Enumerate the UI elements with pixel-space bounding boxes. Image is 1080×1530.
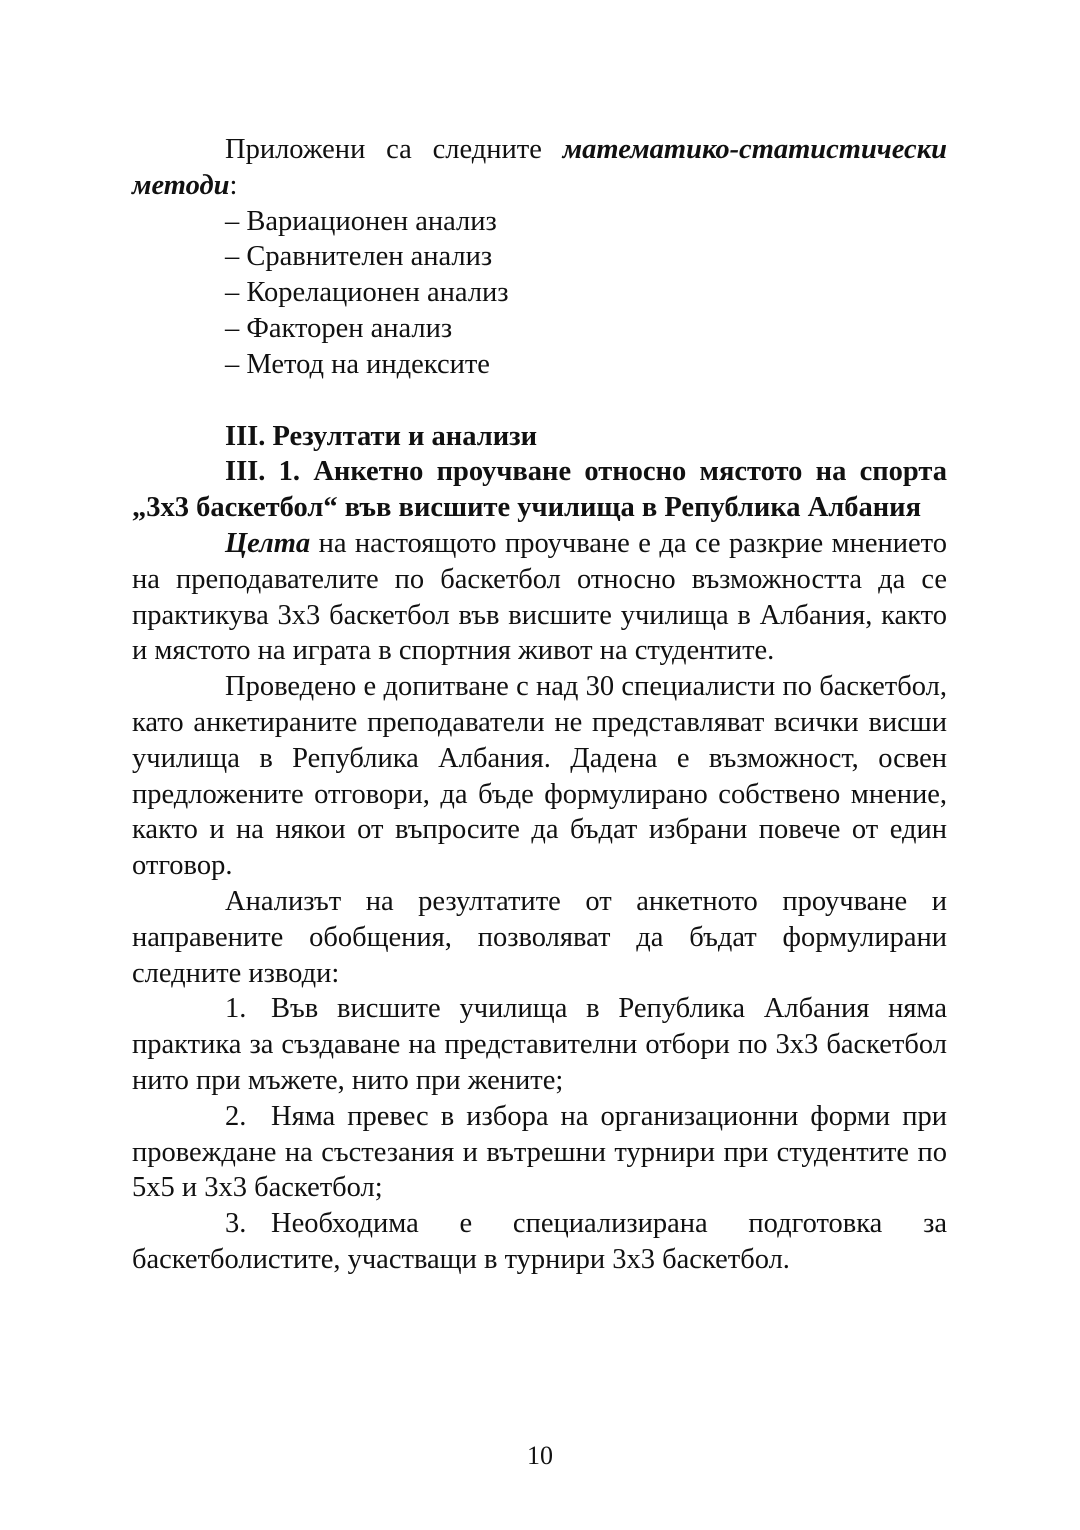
aim-text: на настоящото проучване е да се разкрие мнението на преподавателите по баскетбол относно възможността да се практикува 3x3 баскетбол във висшите училища в Албания, както и мястото на играта в спортния живот на студентите.: [132, 527, 947, 667]
conclusion-number: 3.: [225, 1208, 247, 1240]
survey-paragraph: Проведено е допитване с над 30 специалисти по баскетбол, като анкетираните преподаватели не представляват всички висши училища в Република Албания. Дадена е възможност, освен предложените отговори, да бъде формулирано собствено мнение, както и на някои от въпросите да бъдат избрани повече от един отговор.: [132, 671, 947, 882]
methods-intro-colon: :: [229, 169, 238, 201]
methods-intro-emphasis: математико-статистически методи: [132, 134, 947, 201]
conclusion-item: [132, 1099, 947, 1206]
conclusion-text: Във висшите училища в Република Албания няма практика за създаване на представителни отбори по 3x3 баскетбол нито при мъжете, нито при жените;: [132, 993, 947, 1096]
conclusion-item: [132, 991, 947, 1098]
conclusion-text: Необходима е специализирана подготовка за баскетболистите, участващи в турнири 3x3 баскетбол.: [132, 1208, 947, 1275]
method-item: – Метод на индексите: [225, 348, 490, 380]
method-item: – Вариационен анализ: [225, 205, 497, 237]
methods-intro-text: Приложени са следните: [225, 134, 563, 165]
conclusion-item: [132, 1206, 947, 1278]
method-item: – Сравнителен анализ: [225, 241, 493, 273]
conclusions-list: [132, 991, 947, 1277]
conclusion-text: Няма превес в избора на организационни форми при провеждане на състезания и вътрешни турнири при студентите по 5x5 и 3x3 баскетбол;: [132, 1100, 947, 1204]
conclusion-number: 2.: [225, 1100, 247, 1132]
method-item: – Корелационен анализ: [225, 277, 509, 309]
subsection-title: III. 1. Анкетно проучване относно мястото на спорта „3x3 баскетбол“ във висшите училища в Република Албания: [132, 456, 947, 524]
page-number: 10: [527, 1441, 553, 1470]
analysis-paragraph: Анализът на резултатите от анкетното проучване и направените обобщения, позволяват да бъдат формулирани следните изводи:: [132, 885, 947, 989]
aim-emphasis: Целта: [225, 527, 311, 559]
section-title: III. Резултати и анализи: [225, 420, 537, 452]
spacer: [132, 383, 947, 419]
methods-list: [132, 204, 947, 383]
conclusion-number: 1.: [225, 993, 247, 1025]
aim-paragraph: [132, 526, 947, 669]
document-body: [132, 132, 947, 1278]
methods-intro: [132, 132, 947, 204]
method-item: – Факторен анализ: [225, 312, 453, 344]
